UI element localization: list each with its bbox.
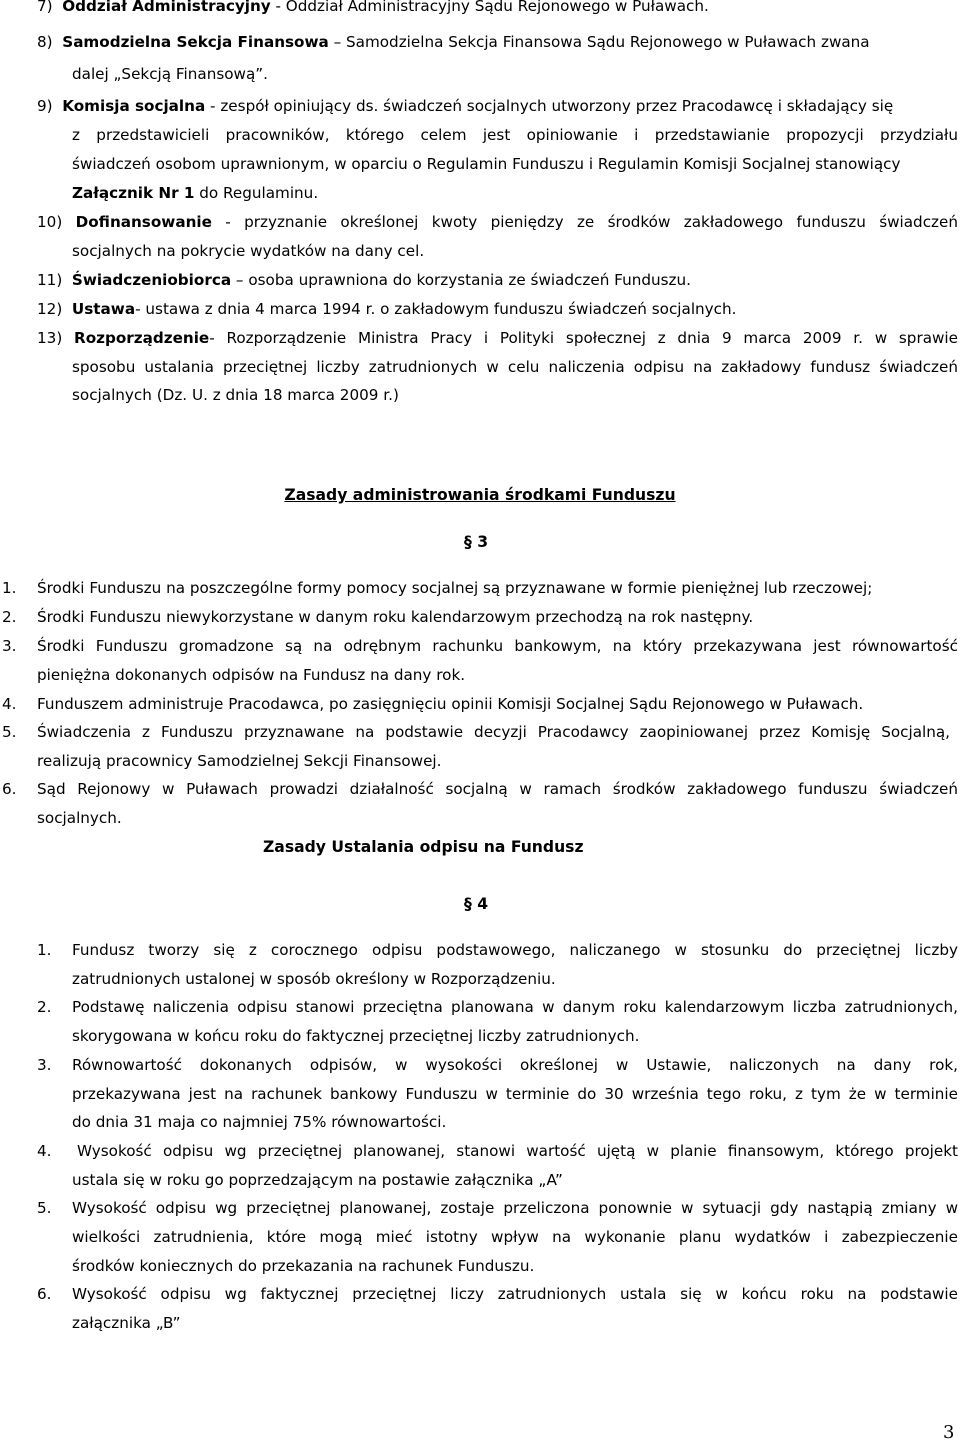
list-item-text: pieniężna dokonanych odpisów na Fundusz na dany rok. — [37, 666, 466, 684]
definition-text: sposobu ustalania przeciętnej liczby zatrudnionych w celu naliczenia odpisu na zakładowy fundusz świadczeń — [72, 358, 958, 376]
item-number: 5. — [37, 1199, 52, 1217]
defined-term: Oddział Administracyjny — [62, 0, 271, 15]
item-number: 4. — [2, 695, 17, 713]
list-item-text: Równowartość dokonanych odpisów, w wysokości określonej w Ustawie, naliczonych na dany rok, — [72, 1056, 958, 1074]
item-number: 2. — [2, 608, 17, 626]
defined-term: Dofinansowanie — [75, 213, 212, 231]
item-number: 2. — [37, 998, 52, 1016]
definition-text: dalej „Sekcją Finansową”. — [72, 65, 268, 83]
page-number: 3 — [943, 1422, 955, 1443]
definition-text: – osoba uprawniona do korzystania ze świadczeń Funduszu. — [231, 271, 691, 289]
list-item-text: Fundusz tworzy się z corocznego odpisu podstawowego, naliczanego w stosunku do przeciętnej liczby — [72, 941, 958, 959]
list-item-text: Funduszem administruje Pracodawca, po zasięgnięciu opinii Komisji Socjalnej Sądu Rejonowego w Puławach. — [37, 695, 864, 713]
list-item-text: Wysokość odpisu wg przeciętnej planowanej, stanowi wartość ujętą w planie finansowym, którego projekt — [77, 1142, 958, 1160]
item-number: 8) — [37, 33, 53, 51]
item-number: 4. — [37, 1142, 52, 1160]
item-number: 10) — [37, 213, 63, 231]
item-number: 7) — [37, 0, 53, 15]
item-number: 1. — [2, 579, 17, 597]
defined-term: Komisja socjalna — [62, 97, 206, 115]
definition-text: z przedstawicieli pracowników, którego celem jest opiniowanie i przedstawianie propozycji przydziału — [72, 126, 958, 144]
definition-text: świadczeń osobom uprawnionym, w oparciu o Regulamin Funduszu i Regulamin Komisji Socjalnej stanowiący — [72, 155, 901, 173]
defined-term: Ustawa — [71, 300, 136, 318]
item-number: 9) — [37, 97, 53, 115]
list-item-text: Środki Funduszu gromadzone są na odrębnym rachunku bankowym, na który przekazywana jest równowartość — [37, 637, 958, 655]
list-item-text: wielkości zatrudnienia, które mogą mieć istotny wpływ na wykonanie planu wydatków i zabezpieczenie — [72, 1228, 958, 1246]
list-item-text: do dnia 31 maja co najmniej 75% równowartości. — [72, 1113, 447, 1131]
definition-text: - Rozporządzenie Ministra Pracy i Polityki społecznej z dnia 9 marca 2009 r. w sprawie — [209, 329, 958, 347]
item-number: 12) — [37, 300, 63, 318]
list-item-text: Wysokość odpisu wg faktycznej przeciętnej liczy zatrudnionych ustala się w końcu roku na podstawie — [72, 1285, 958, 1303]
defined-term: Świadczeniobiorca — [71, 271, 232, 289]
definition-line — [37, 0, 709, 16]
definition-text: - ustawa z dnia 4 marca 1994 r. o zakładowym funduszu świadczeń socjalnych. — [135, 300, 737, 318]
definition-line — [37, 212, 958, 232]
list-item-text: środków koniecznych do przekazania na rachunek Funduszu. — [72, 1257, 535, 1275]
list-item-text: Podstawę naliczenia odpisu stanowi przeciętna planowana w danym roku kalendarzowym liczba zatrudnionych, — [72, 998, 958, 1016]
item-number: 13) — [37, 329, 63, 347]
definition-line — [37, 299, 736, 319]
definition-text: – Samodzielna Sekcja Finansowa Sądu Rejonowego w Puławach zwana — [328, 33, 870, 51]
definition-text: socjalnych na pokrycie wydatków na dany cel. — [72, 242, 425, 260]
definition-line — [37, 96, 893, 116]
list-item-text: załącznika „B” — [72, 1314, 181, 1332]
definition-line — [72, 183, 318, 203]
list-item-text: zatrudnionych ustalonej w sposób określony w Rozporządzeniu. — [72, 970, 556, 988]
definition-line — [37, 328, 958, 348]
paragraph-number: § 4 — [464, 895, 489, 913]
definition-text: - przyznanie określonej kwoty pieniędzy ze środków zakładowego funduszu świadczeń — [211, 213, 958, 231]
paragraph-number: § 3 — [464, 533, 489, 551]
list-item-text: Sąd Rejonowy w Puławach prowadzi działalność socjalną w ramach środków zakładowego funduszu świadczeń — [37, 780, 958, 798]
list-item-text: Wysokość odpisu wg przeciętnej planowanej, zostaje przeliczona ponownie w sytuacji gdy nastąpią zmiany w — [72, 1199, 958, 1217]
item-number: 3. — [37, 1056, 52, 1074]
item-number: 5. — [2, 723, 17, 741]
list-item-text: przekazywana jest na rachunek bankowy Funduszu w terminie do 30 września tego roku, z tym że w terminie — [72, 1085, 958, 1103]
section-title: Zasady administrowania środkami Funduszu — [284, 486, 676, 504]
section-title: Zasady Ustalania odpisu na Fundusz — [263, 838, 584, 856]
item-number: 11) — [37, 271, 63, 289]
list-item — [2, 578, 17, 598]
definition-text: socjalnych (Dz. U. z dnia 18 marca 2009 r.) — [72, 386, 399, 404]
definition-line — [37, 32, 870, 52]
list-item-text: ustala się w roku go poprzedzającym na postawie załącznika „A” — [72, 1171, 563, 1189]
definition-text: - Oddział Administracyjny Sądu Rejonowego w Puławach. — [270, 0, 709, 15]
list-item-text: Świadczenia z Funduszu przyznawane na podstawie decyzji Pracodawcy zaopiniowanej przez Komisję Socjalną, — [37, 723, 950, 741]
item-number: 6. — [2, 780, 17, 798]
defined-term: Rozporządzenie — [74, 329, 210, 347]
definition-text: - zespół opiniujący ds. świadczeń socjalnych utworzony przez Pracodawcę i składający się — [205, 97, 894, 115]
list-item-text: socjalnych. — [37, 809, 122, 827]
definition-text: do Regulaminu. — [194, 184, 319, 202]
defined-term: Samodzielna Sekcja Finansowa — [62, 33, 329, 51]
attachment-reference: Załącznik Nr 1 — [72, 184, 195, 202]
definition-line — [37, 270, 691, 290]
list-item-text: skorygowana w końcu roku do faktycznej przeciętnej liczby zatrudnionych. — [72, 1027, 640, 1045]
list-item-text: Środki Funduszu na poszczególne formy pomocy socjalnej są przyznawane w formie pieniężnej lub rzeczowej; — [37, 579, 873, 597]
item-number: 3. — [2, 637, 17, 655]
item-number: 6. — [37, 1285, 52, 1303]
list-item-text: realizują pracownicy Samodzielnej Sekcji Finansowej. — [37, 752, 442, 770]
list-item-text: Środki Funduszu niewykorzystane w danym roku kalendarzowym przechodzą na rok następny. — [37, 608, 754, 626]
item-number: 1. — [37, 941, 52, 959]
